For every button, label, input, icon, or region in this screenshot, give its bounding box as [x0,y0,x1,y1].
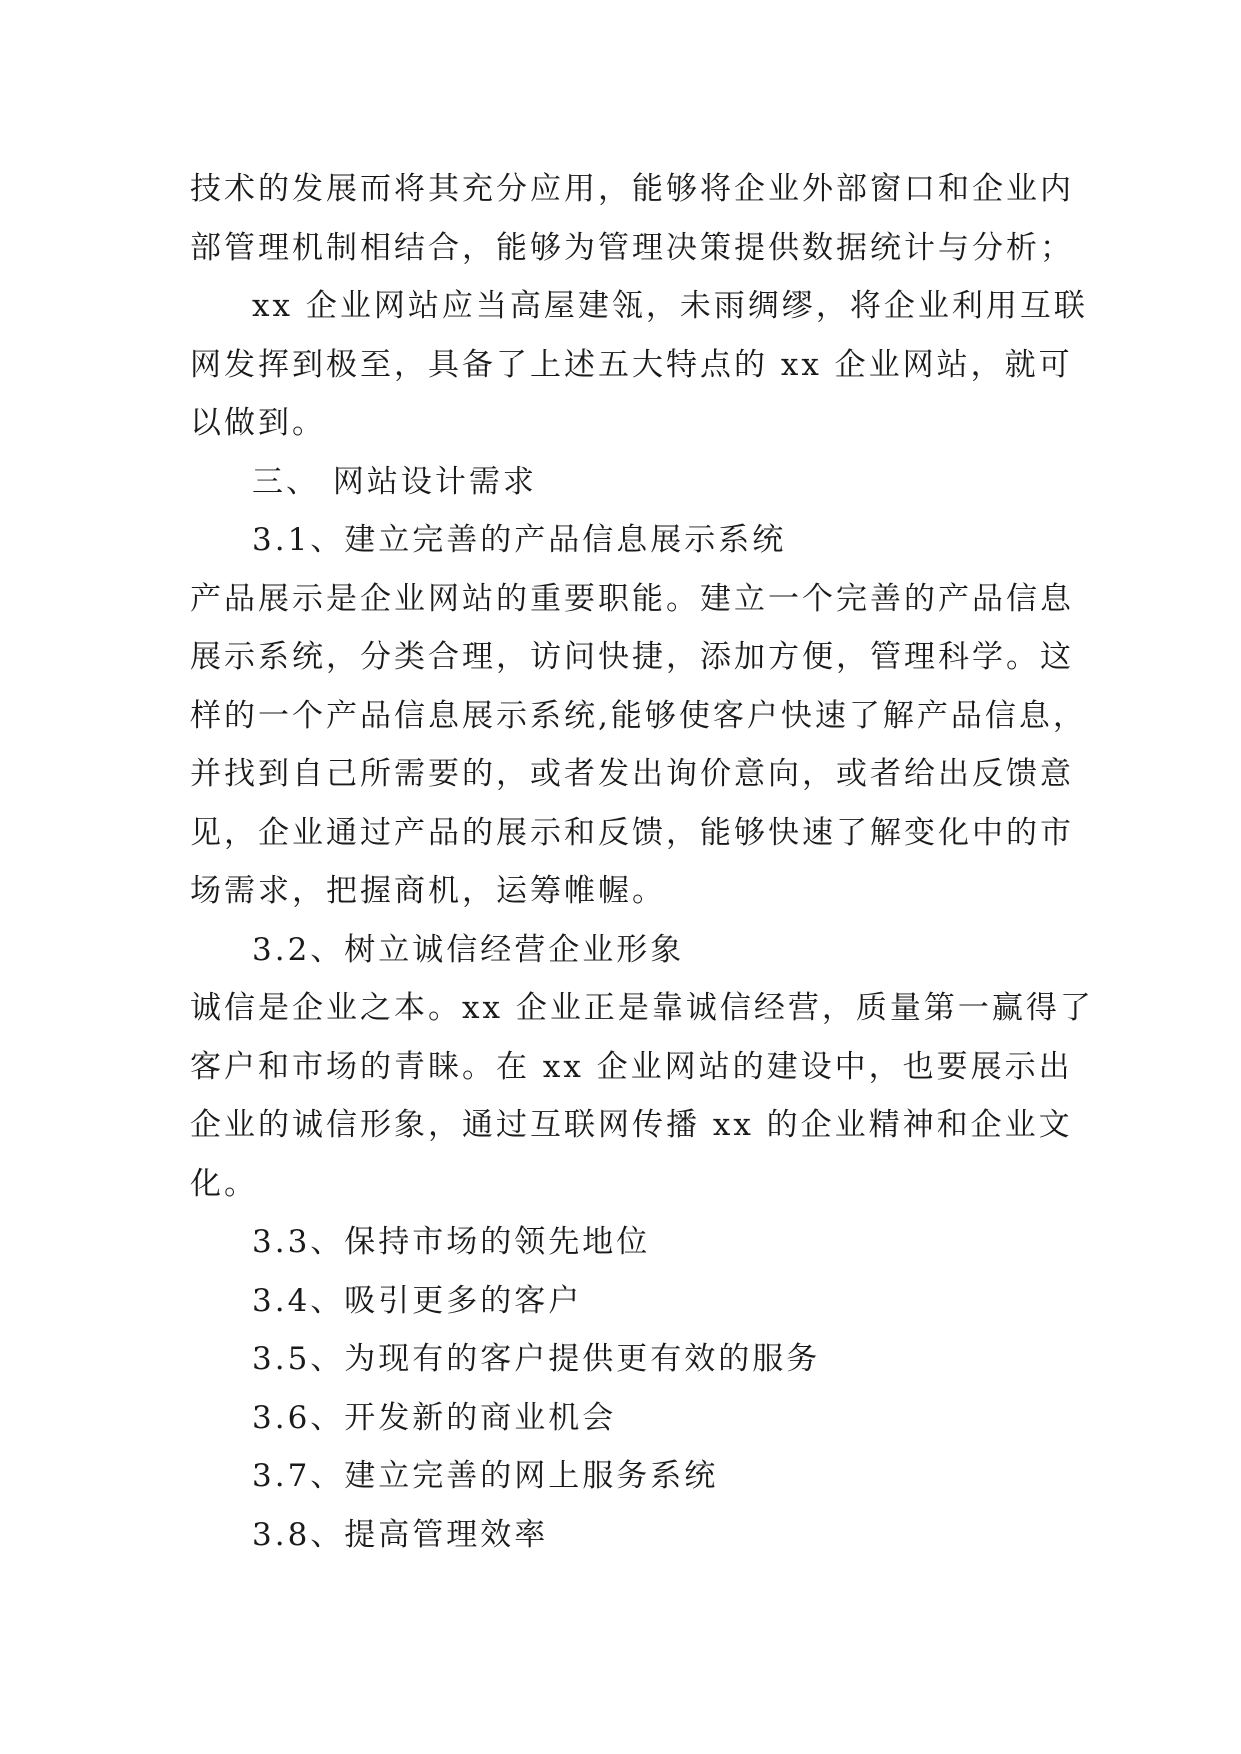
text-line: 网发挥到极至，具备了上述五大特点的 xx 企业网站，就可 [190,346,1073,383]
text-line: 展示系统，分类合理，访问快捷，添加方便，管理科学。这 [190,639,1074,675]
text-line: 化。 [190,1165,258,1202]
text-line: 客户和市场的青睐。在 xx 企业网站的建设中，也要展示出 [190,1048,1073,1085]
text-line: 见，企业通过产品的展示和反馈，能够快速了解变化中的市 [190,814,1074,851]
text-line: 3.4、吸引更多的客户 [252,1282,583,1319]
text-line: 产品展示是企业网站的重要职能。建立一个完善的产品信息 [190,580,1074,617]
text-line: 3.7、建立完善的网上服务系统 [252,1458,719,1494]
text-line: 并找到自己所需要的，或者发出询价意向，或者给出反馈意 [190,756,1074,792]
document-page [190,160,1094,1564]
text-line: 场需求，把握商机，运筹帷幄。 [190,873,666,909]
text-line: 样的一个产品信息展示系统,能够使客户快速了解产品信息， [190,697,1087,734]
text-line: 3.1、建立完善的产品信息展示系统 [252,522,787,558]
text-line: 3.3、保持市场的领先地位 [252,1224,651,1260]
text-line: 3.2、树立诚信经营企业形象 [252,931,685,968]
text-line: 企业的诚信形象，通过互联网传播 xx 的企业精神和企业文 [190,1107,1073,1143]
text-line: 3.6、开发新的商业机会 [252,1399,617,1436]
text-line: 三、 网站设计需求 [252,463,537,500]
text-line: 3.8、提高管理效率 [252,1516,549,1553]
text-line: 以做到。 [190,405,326,441]
text-line: xx 企业网站应当高屋建瓴，未雨绸缪，将企业利用互联 [252,288,1088,324]
text-line: 部管理机制相结合，能够为管理决策提供数据统计与分析； [190,229,1074,266]
text-line: 技术的发展而将其充分应用，能够将企业外部窗口和企业内 [190,171,1074,207]
text-line: 诚信是企业之本。xx 企业正是靠诚信经营，质量第一赢得了 [190,990,1094,1026]
text-line: 3.5、为现有的客户提供更有效的服务 [252,1341,821,1377]
